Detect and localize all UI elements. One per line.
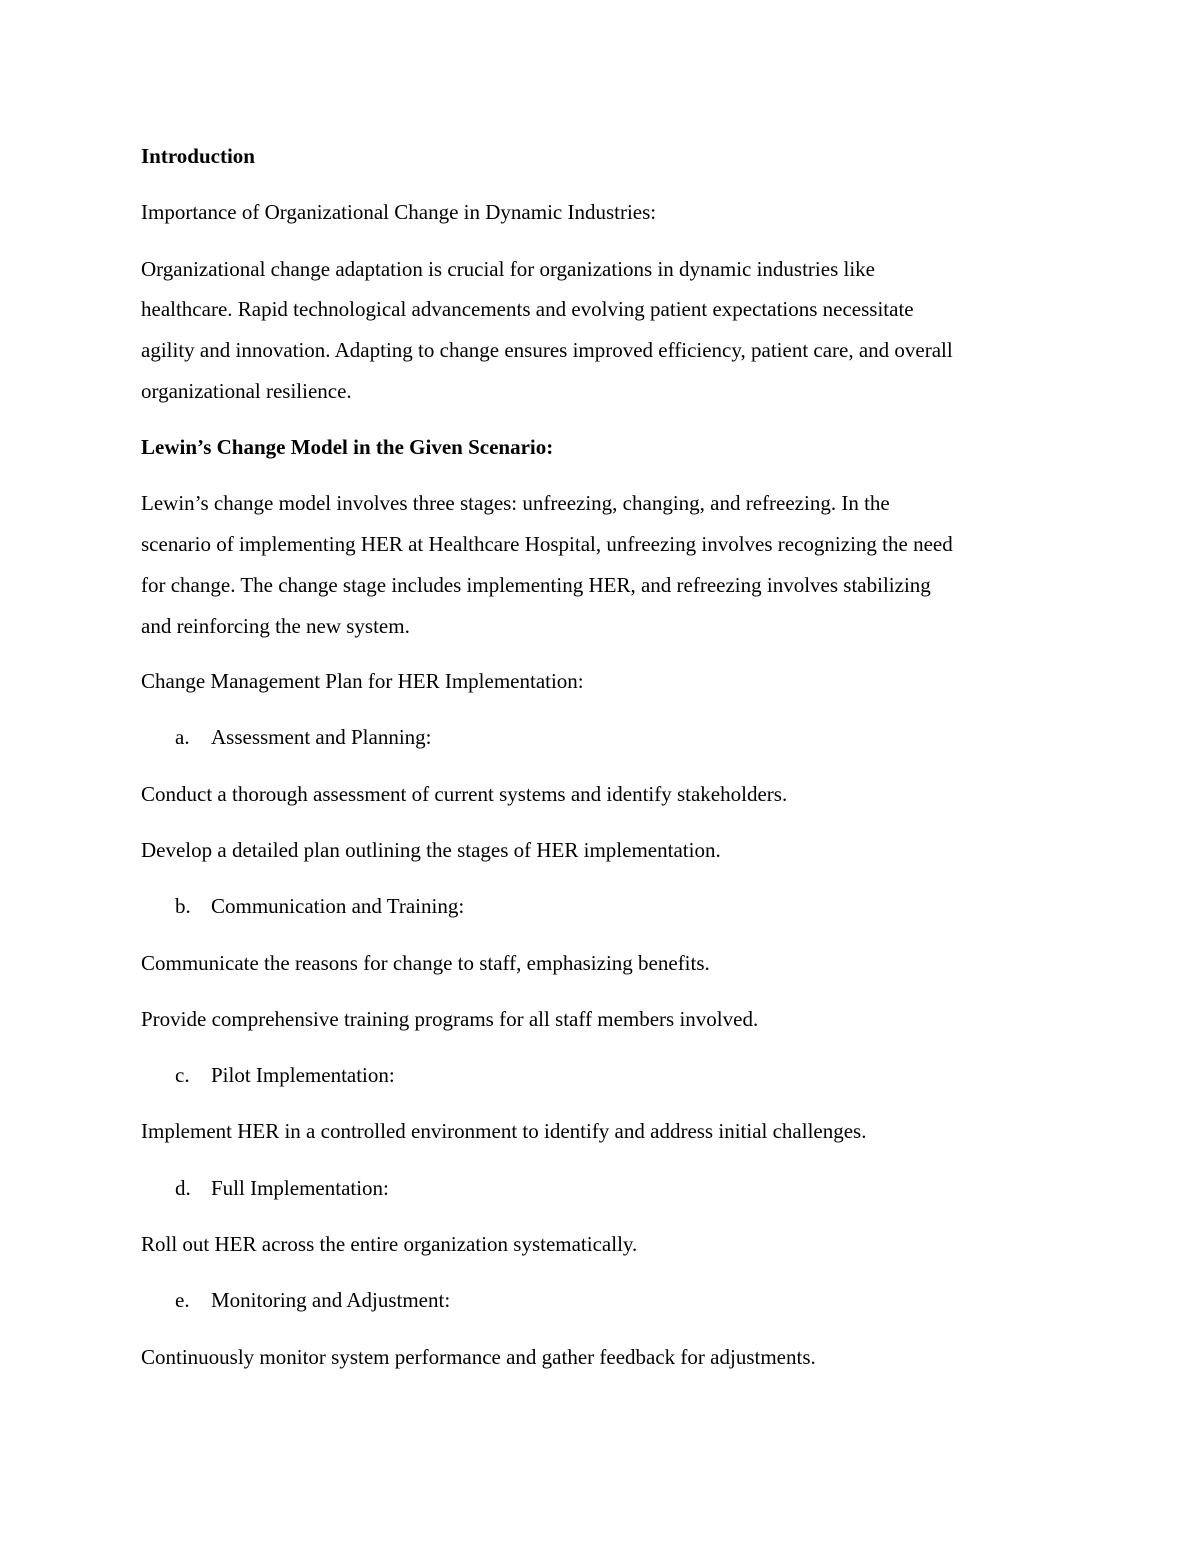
plan-item-a [175,724,432,750]
plan-item-detail: Communicate the reasons for change to staff, emphasizing benefits. [141,951,710,975]
plan-item-b [175,893,464,919]
list-marker: a. [175,725,190,749]
plan-item-detail: Continuously monitor system performance and gather feedback for adjustments. [141,1345,816,1369]
intro-paragraph-line: organizational resilience. [141,379,352,403]
list-marker: d. [175,1176,191,1200]
lewin-paragraph-line: for change. The change stage includes implementing HER, and refreezing involves stabilizing [141,573,931,597]
lewin-heading: Lewin’s Change Model in the Given Scenario: [141,435,554,459]
intro-heading: Introduction [141,144,255,168]
plan-item-c [175,1062,395,1088]
plan-item-detail: Implement HER in a controlled environment to identify and address initial challenges. [141,1119,867,1143]
plan-item-detail: Roll out HER across the entire organization systematically. [141,1232,638,1256]
importance-heading: Importance of Organizational Change in Dynamic Industries: [141,200,657,224]
plan-item-label: Monitoring and Adjustment: [211,1288,451,1312]
intro-paragraph-line: Organizational change adaptation is crucial for organizations in dynamic industries like [141,257,875,281]
plan-item-label: Full Implementation: [211,1176,389,1200]
plan-item-detail: Provide comprehensive training programs for all staff members involved. [141,1007,759,1031]
intro-paragraph-line: healthcare. Rapid technological advancements and evolving patient expectations necessitate [141,297,914,321]
list-marker: e. [175,1288,190,1312]
plan-heading: Change Management Plan for HER Implementation: [141,669,584,693]
plan-item-label: Assessment and Planning: [211,725,432,749]
plan-item-d [175,1175,389,1201]
lewin-paragraph-line: scenario of implementing HER at Healthcare Hospital, unfreezing involves recognizing the need [141,532,953,556]
plan-item-label: Pilot Implementation: [211,1063,395,1087]
plan-item-detail: Develop a detailed plan outlining the stages of HER implementation. [141,838,721,862]
intro-paragraph-line: agility and innovation. Adapting to change ensures improved efficiency, patient care, and overall [141,338,953,362]
list-marker: c. [175,1063,190,1087]
list-marker: b. [175,894,191,918]
plan-item-detail: Conduct a thorough assessment of current systems and identify stakeholders. [141,782,788,806]
lewin-paragraph-line: Lewin’s change model involves three stages: unfreezing, changing, and refreezing. In the [141,491,890,515]
lewin-paragraph-line: and reinforcing the new system. [141,614,410,638]
plan-item-label: Communication and Training: [211,894,465,918]
plan-item-e [175,1287,450,1313]
